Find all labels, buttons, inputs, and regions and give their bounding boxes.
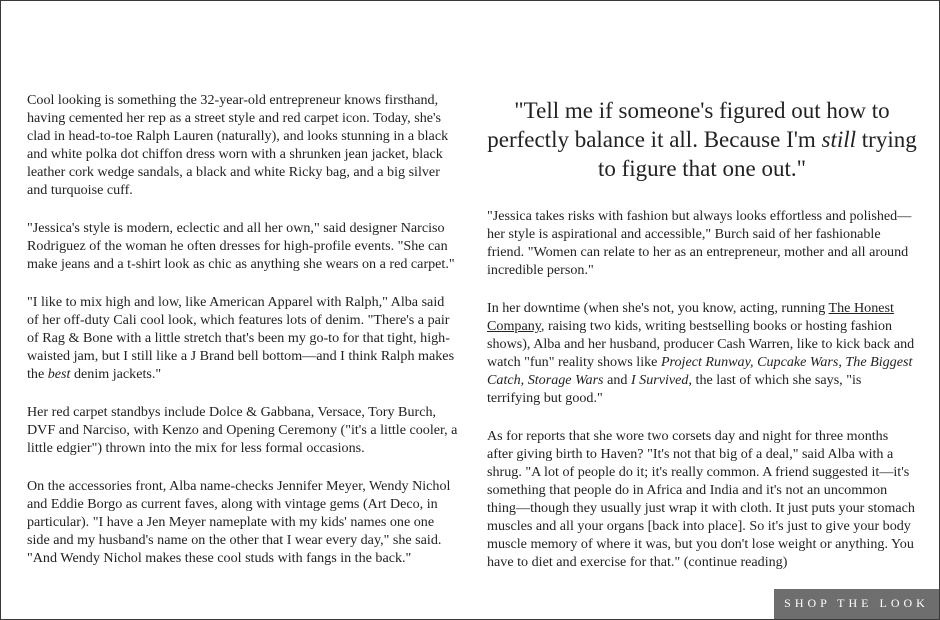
paragraph-accessories: On the accessories front, Alba name-checks Jennifer Meyer, Wendy Nichol and Eddie Borgo as current faves, along with vintage gems (Art Deco, in particular). "I have a Jen Meyer nameplate with my kids' names one one side and my husband's name on the other that I wear every day," she said. "And Wendy Nichol makes these cool studs with fangs in the back." (27, 478, 451, 566)
paragraph-downtime-text-b: , raising two kids, writing bestselling books or hosting fashion shows), Alba and her husband, producer Cash Warren, like to kick back and watch "fun" reality shows like (487, 318, 915, 370)
pull-quote (487, 96, 917, 183)
honest-company-link[interactable]: The Honest Company (487, 300, 894, 334)
paragraph-narciso-quote: "Jessica's style is modern, eclectic and all her own," said designer Narciso Rodriguez of the woman he often dresses for high-profile events. "She can make jeans and a t-shirt look as chic as anything she wears on a red carpet." (27, 220, 455, 272)
paragraph-downtime-text-c: and (603, 372, 631, 388)
paragraph-burch-quote: "Jessica takes risks with fashion but always looks effortless and polished—her style is aspirational and accessible," Burch said of her fashionable friend. "Women can relate to her as an entrepreneur, mother and all around incredible person." (487, 208, 912, 278)
paragraph-downtime-text-a: In her downtime (when she's not, you know, acting, running (487, 300, 829, 316)
left-column (27, 91, 459, 587)
shop-the-look-button[interactable]: SHOP THE LOOK (774, 589, 939, 619)
pull-quote-text-a: "Tell me if someone's figured out how to perfectly balance it all. Because I'm (487, 98, 890, 152)
paragraph-denim-text-a: "I like to mix high and low, like American Apparel with Ralph," Alba said of her off-duty Cali cool look, which features lots of denim. "There's a pair of Rag & Bone with a little stretch that's been my go-to for that tight, high-waisted jam, but I still like a J Brand bell bottom—and I think Ralph makes the (27, 294, 455, 382)
emphasis-show-list: Project Runway, Cupcake Wars, The Biggest Catch, Storage Wars (487, 354, 913, 388)
pull-quote-text-b: trying to figure that one out." (597, 127, 917, 181)
paragraph-downtime-text-d: , the last of which she says, "is terrifying but good." (487, 372, 862, 406)
pull-quote-emphasis: still (821, 127, 857, 152)
emphasis-i-survived: I Survived (630, 372, 689, 388)
paragraph-denim (27, 293, 459, 383)
emphasis-best: best (47, 366, 71, 382)
right-column (487, 207, 917, 591)
paragraph-red-carpet: Her red carpet standbys include Dolce & Gabbana, Versace, Tory Burch, DVF and Narciso, with Kenzo and Opening Ceremony ("it's a little cooler, a little edgier") thrown into the mix for less formal occasions. (27, 404, 458, 456)
paragraph-downtime (487, 299, 917, 407)
paragraph-corsets: As for reports that she wore two corsets day and night for three months after giving birth to Haven? "It's not that big of a deal," said Alba with a shrug. "A lot of people do it; it's really common. A friend suggested it—it's something that people do in Africa and India and it's not an uncommon thing—though they usually just wrap it with cloth. It just puts your stomach muscles and all your organs [back into place]. So it's just to give your body muscle memory of where it was, but you don't lose weight or anything. You have to diet and exercise for that." (continue reading) (487, 428, 915, 570)
paragraph-denim-text-b: denim jackets." (70, 366, 162, 382)
paragraph-intro: Cool looking is something the 32-year-old entrepreneur knows firsthand, having cemented her rep as a street style and red carpet icon. Today, she's clad in head-to-toe Ralph Lauren (naturally), and looks stunning in a black and white polka dot chiffon dress worn with a shrunken jean jacket, black leather cork wedge sandals, a black and white Ricky bag, and a big silver and turquoise cuff. (27, 92, 449, 198)
